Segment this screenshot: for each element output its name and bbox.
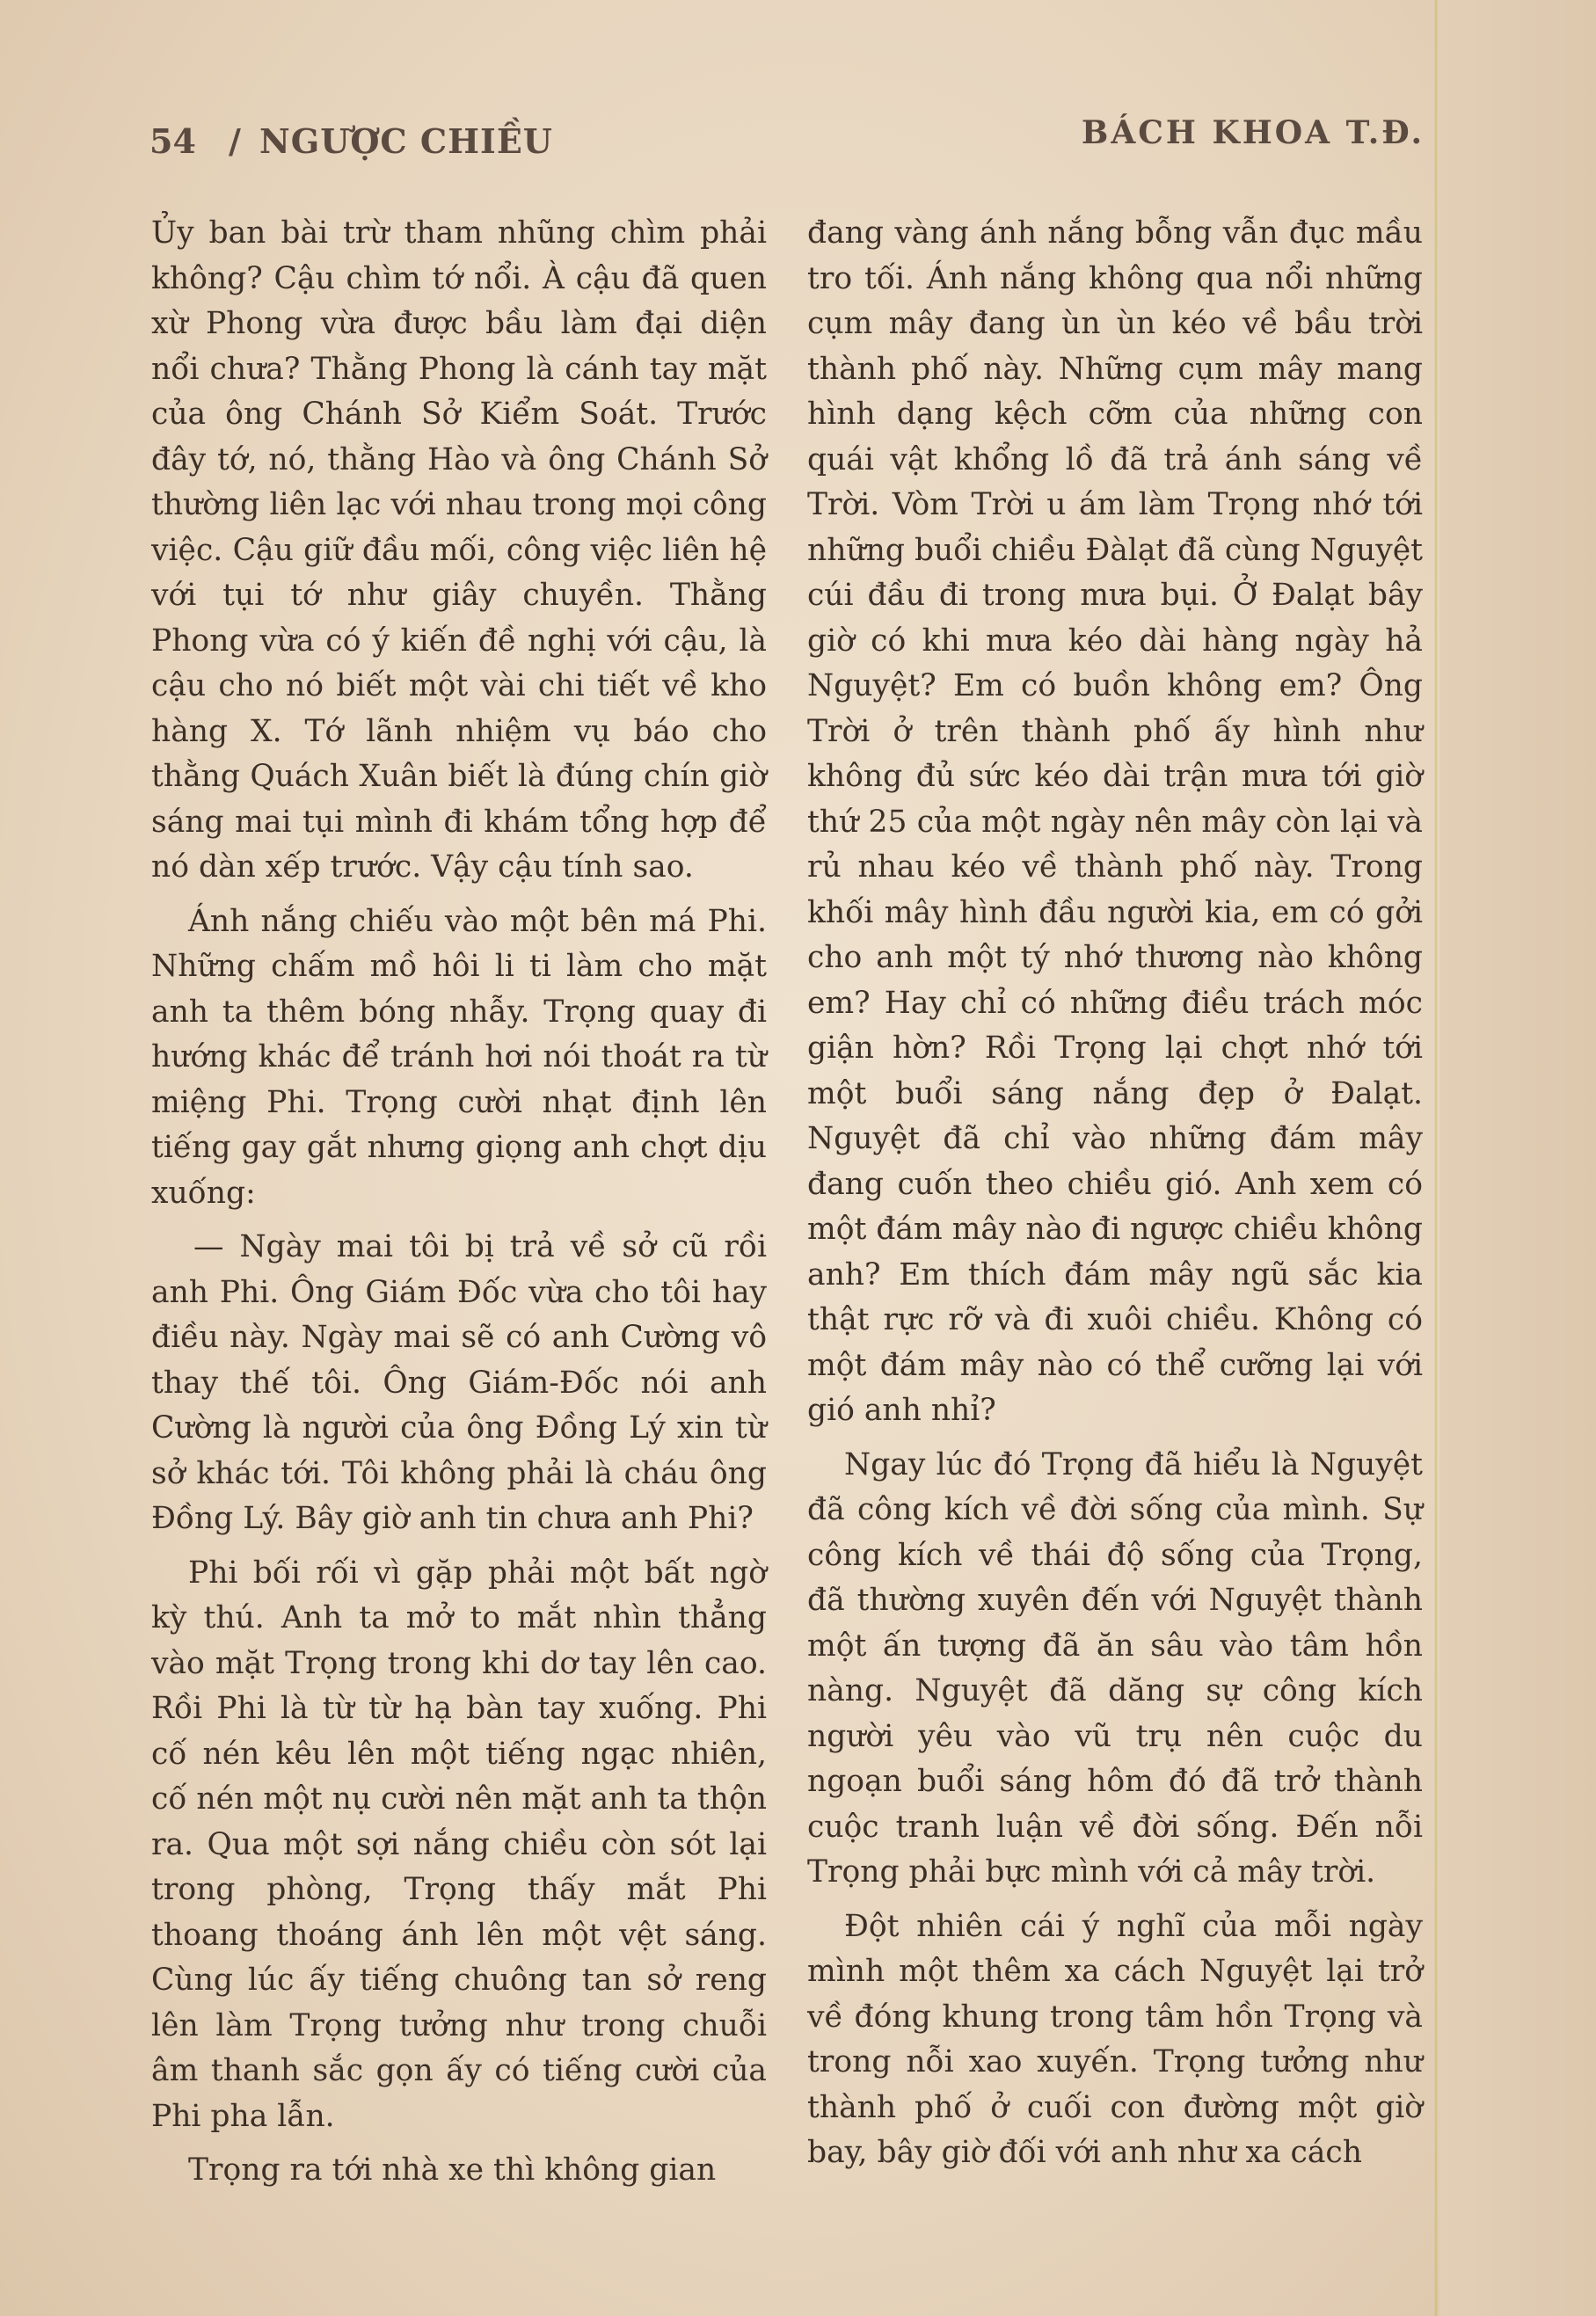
- paragraph: — Ngày mai tôi bị trả về sở cũ rồi anh Phi. Ông Giám Đốc vừa cho tôi hay điều này. Ngày mai sẽ có anh Cường vô thay thế tôi. Ông Giám-Đốc nói anh Cường là người của ông Đồng Lý xin từ sở khác tới. Tôi không phải là cháu ông Đồng Lý. Bây giờ anh tin chưa anh Phi?: [151, 1229, 767, 1536]
- paragraph: đang vàng ánh nắng bỗng vẫn đục mầu tro tối. Ánh nắng không qua nổi những cụm mây đang ùn ùn kéo về bầu trời thành phố này. Những cụm mây mang hình dạng kệch cỡm của những con quái vật khổng lồ đã trả ánh sáng về Trời. Vòm Trời u ám làm Trọng nhớ tới những buổi chiều Đàlạt đã cùng Nguyệt cúi đầu đi trong mưa bụi. Ở Đalạt bây giờ có khi mưa kéo dài hàng ngày hả Nguyệt? Em có buồn không em? Ông Trời ở trên thành phố ấy hình như không đủ sức kéo dài trận mưa tới giờ thứ 25 của một ngày nên mây còn lại và rủ nhau kéo về thành phố này. Trong khối mây hình đầu người kia, em có gởi cho anh một tý nhớ thương nào không em? Hay chỉ có những điều trách móc giận hờn? Rồi Trọng lại chợt nhớ tới một buổi sáng nắng đẹp ở Đalạt. Nguyệt đã chỉ vào những đám mây đang cuốn theo chiều gió. Anh xem có một đám mây nào đi ngược chiều không anh? Em thích đám mây ngũ sắc kia thật rực rỡ và đi xuôi chiều. Không có một đám mây nào có thể cưỡng lại với gió anh nhỉ?: [807, 215, 1423, 1428]
- publication-name: BÁCH KHOA T.Đ.: [1081, 114, 1425, 151]
- page-header: [149, 114, 1425, 167]
- header-separator: /: [229, 121, 241, 161]
- page-edge: [1439, 0, 1596, 2316]
- section-title: NGƯỢC CHIỀU: [259, 121, 553, 161]
- paragraph: Phi bối rối vì gặp phải một bất ngờ kỳ thú. Anh ta mở to mắt nhìn thẳng vào mặt Trọng trong khi dơ tay lên cao. Rồi Phi là từ từ hạ bàn tay xuống. Phi cố nén kêu lên một tiếng ngạc nhiên, cố nén một nụ cười nên mặt anh ta thộn ra. Qua một sợi nắng chiều còn sót lại trong phòng, Trọng thấy mắt Phi thoang thoáng ánh lên một vệt sáng. Cùng lúc ấy tiếng chuông tan sở reng lên làm Trọng tưởng như trong chuỗi âm thanh sắc gọn ấy có tiếng cười của Phi pha lẫn.: [151, 1555, 767, 2134]
- paragraph: Ngay lúc đó Trọng đã hiểu là Nguyệt đã công kích về đời sống của mình. Sự công kích về thái độ sống của Trọng, đã thường xuyên đến với Nguyệt thành một ấn tượng đã ăn sâu vào tâm hồn nàng. Nguyệt đã dăng sự công kích người yêu vào vũ trụ nên cuộc du ngoạn buổi sáng hôm đó đã trở thành cuộc tranh luận về đời sống. Đến nỗi Trọng phải bực mình với cả mây trời.: [807, 1446, 1423, 1890]
- fold-line: [1434, 0, 1438, 2316]
- paragraph: Đột nhiên cái ý nghĩ của mỗi ngày mình một thêm xa cách Nguyệt lại trở về đóng khung trong tâm hồn Trọng và trong nỗi xao xuyến. Trọng tưởng như thành phố ở cuối con đường một giờ bay, bây giờ đối với anh như xa cách: [807, 1908, 1423, 2170]
- page-number: 54: [149, 121, 196, 161]
- paragraph: Trọng ra tới nhà xe thì không gian: [188, 2152, 717, 2188]
- paragraph: Ánh nắng chiếu vào một bên má Phi. Những chấm mồ hôi li ti làm cho mặt anh ta thêm bóng nhẫy. Trọng quay đi hướng khác để tránh hơi nói thoát ra từ miệng Phi. Trọng cười nhạt định lên tiếng gay gắt nhưng giọng anh chợt dịu xuống:: [151, 903, 767, 1211]
- left-column: [151, 211, 767, 2203]
- paragraph: Ủy ban bài trừ tham nhũng chìm phải không? Cậu chìm tớ nổi. À cậu đã quen xừ Phong vừa được bầu làm đại diện nổi chưa? Thằng Phong là cánh tay mặt của ông Chánh Sở Kiểm Soát. Trước đây tớ, nó, thằng Hào và ông Chánh Sở thường liên lạc với nhau trong mọi công việc. Cậu giữ đầu mối, công việc liên hệ với tụi tớ như giây chuyền. Thằng Phong vừa có ý kiến đề nghị với cậu, là cậu cho nó biết một vài chi tiết về kho hàng X. Tớ lãnh nhiệm vụ báo cho thằng Quách Xuân biết là đúng chín giờ sáng mai tụi mình đi khám tổng hợp để nó dàn xếp trước. Vậy cậu tính sao.: [151, 215, 767, 885]
- right-column: [807, 211, 1423, 2185]
